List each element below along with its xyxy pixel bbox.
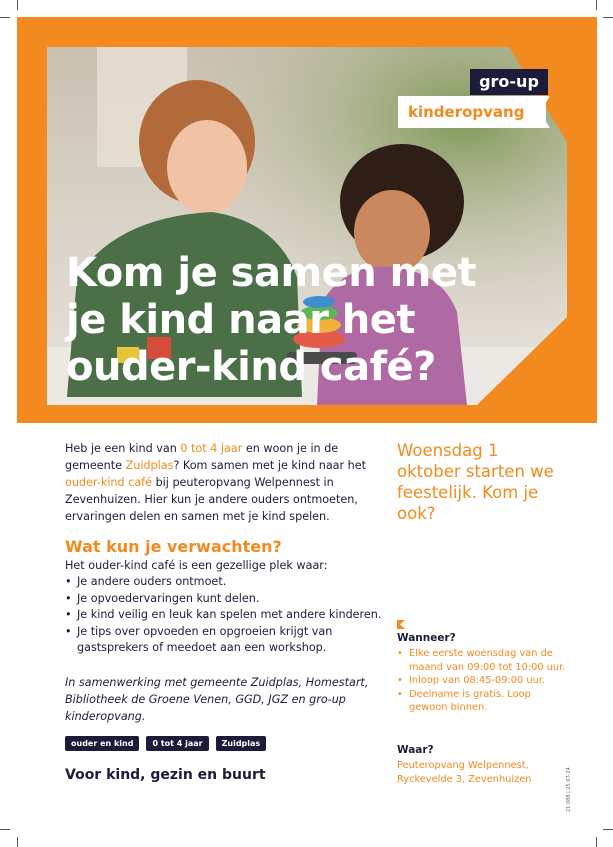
expect-heading: Wat kun je verwachten?: [65, 537, 282, 556]
intro-highlight: Zuidplas: [125, 459, 174, 472]
headline: [66, 250, 566, 391]
crop-mark: [603, 17, 613, 18]
event-announcement: Woensdag 1 oktober starten we feestelijk. Kom je ook?: [397, 441, 554, 523]
headline-line: je kind naar het: [66, 297, 415, 343]
where-address: [397, 759, 531, 787]
list-item: • Inloop van 08:45-09:00 uur.: [397, 674, 567, 688]
list-item: • Je opvoedervaringen kunt delen.: [65, 591, 385, 608]
list-item: • Je kind veilig en leuk kan spelen met andere kinderen.: [65, 607, 385, 624]
brand-logo-kinderopvang: kinderopvang: [398, 96, 546, 128]
crop-mark: [0, 17, 10, 18]
print-code: 21 088 | 25 07-24: [566, 767, 572, 812]
list-item: • Deelname is gratis. Loop gewoon binnen.: [397, 688, 567, 715]
address-line: Peuteropvang Welpennest,: [397, 760, 529, 771]
crop-mark: [17, 0, 18, 10]
intro-text: Heb je een kind van: [65, 442, 181, 455]
tag: Zuidplas: [216, 736, 267, 751]
crop-mark: [596, 0, 597, 10]
partners-text: In samenwerking met gemeente Zuidplas, Homestart, Bibliotheek de Groene Venen, GGD, JGZ en gro-up kinderopvang.: [65, 676, 369, 723]
tagline: Voor kind, gezin en buurt: [65, 767, 266, 783]
crop-mark: [603, 829, 613, 830]
when-list: [397, 647, 567, 715]
intro-highlight: 0 tot 4 jaar: [180, 442, 243, 455]
intro-text: ? Kom samen met je kind naar het: [173, 459, 367, 472]
intro-text: bij peuteropvang Welpennest in Zevenhuizen. Hier kun je andere ouders ontmoeten, ervaringen delen en samen met je kind spelen.: [65, 476, 358, 523]
logo-notch-icon: [536, 96, 550, 128]
brand-logo-gro-up: gro-up: [470, 69, 548, 95]
headline-line: ouder-kind café?: [66, 344, 436, 390]
intro-text: en woon je in de gemeente: [65, 442, 339, 472]
tag-list: [65, 736, 266, 751]
crop-mark: [0, 829, 10, 830]
expect-list: [65, 574, 385, 657]
list-item: • Elke eerste woensdag van de maand van 09:00 tot 10:00 uur.: [397, 647, 567, 674]
crop-mark: [596, 837, 597, 847]
headline-line: Kom je samen met: [66, 250, 477, 296]
address-line: Ryckevelde 3, Zevenhuizen: [397, 774, 532, 785]
intro-paragraph: [65, 440, 375, 525]
where-heading: Waar?: [397, 744, 434, 756]
list-item: • Je tips over opvoeden en opgroeien krijgt van gastsprekers of meedoet aan een workshop.: [65, 624, 385, 657]
intro-highlight: ouder-kind café: [65, 476, 153, 489]
tag: ouder en kind: [65, 736, 139, 751]
when-heading: Wanneer?: [397, 632, 456, 644]
tag: 0 tot 4 jaar: [146, 736, 208, 751]
list-item: • Je andere ouders ontmoet.: [65, 574, 385, 591]
crop-mark: [17, 837, 18, 847]
brand-mark-icon: [397, 620, 405, 629]
expect-lead: Het ouder-kind café is een gezellige plek waar:: [65, 559, 328, 572]
